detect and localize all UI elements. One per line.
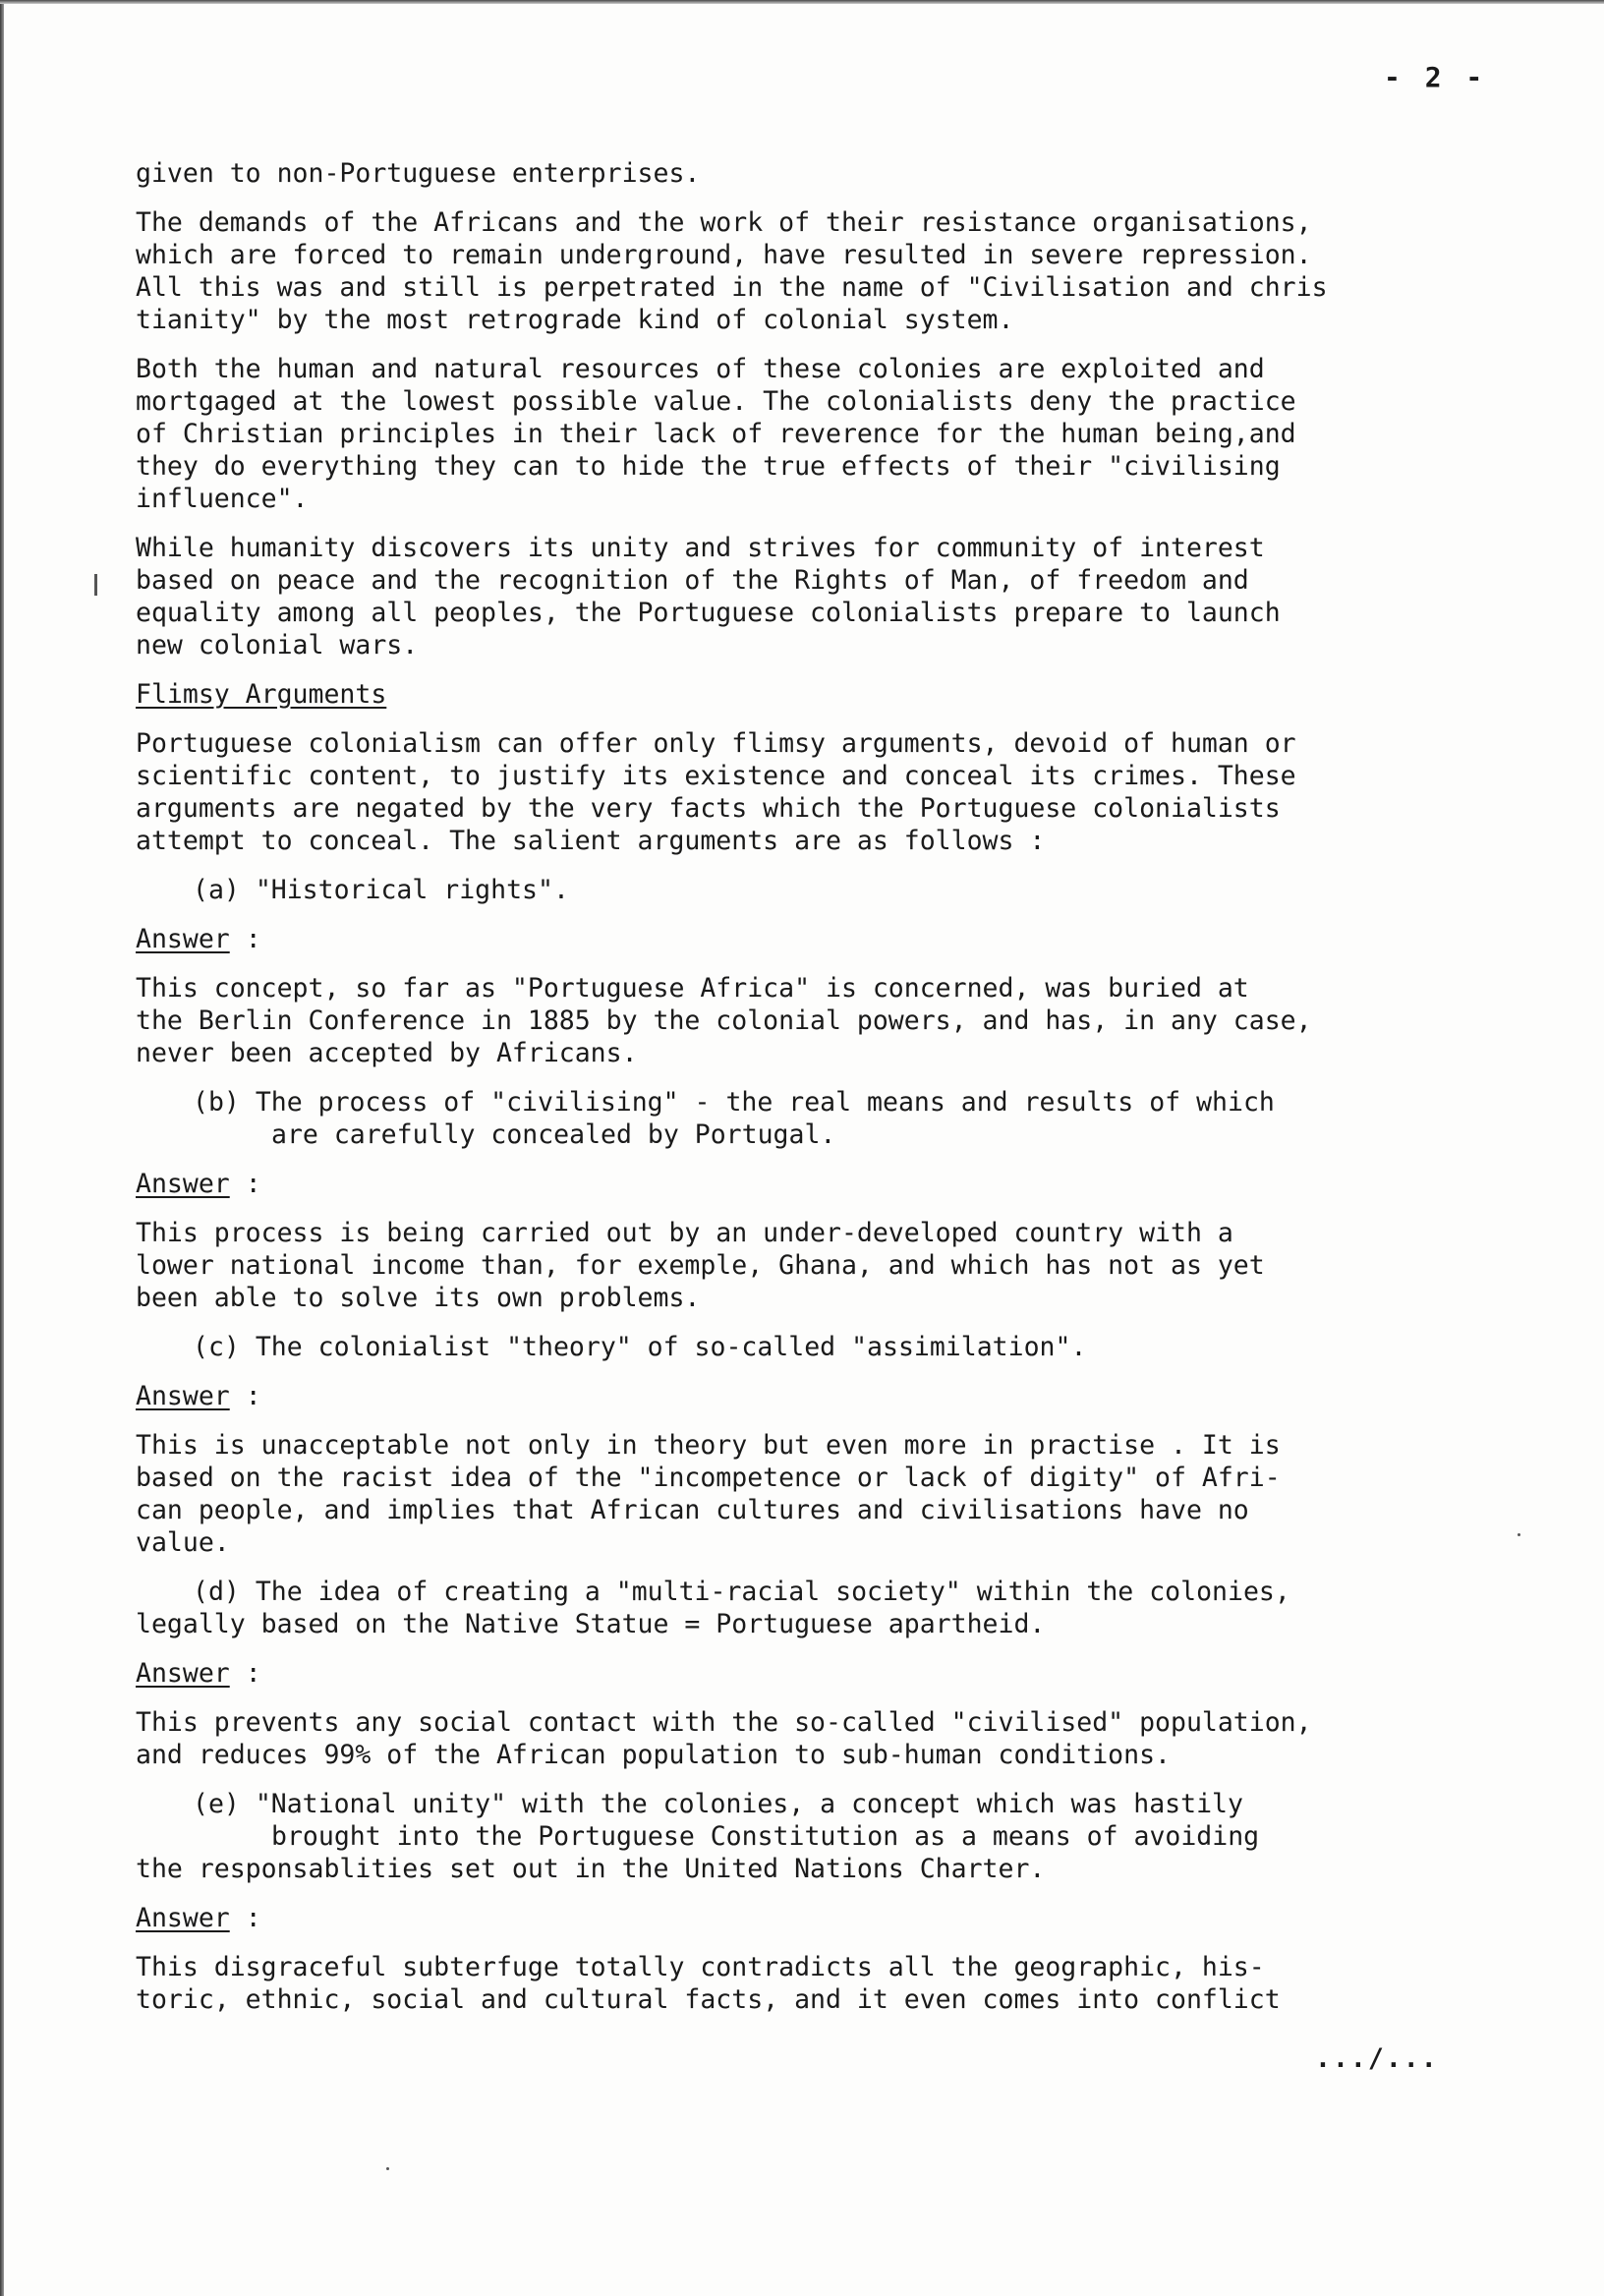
argument-item-e-cont: the responsablities set out in the United Nations Charter. xyxy=(136,1854,1046,1884)
body-line: new colonial wars. xyxy=(136,630,419,660)
argument-item-c: (c) The colonialist "theory" of so-called "assimilation". xyxy=(193,1332,1087,1362)
document-body: given to non-Portuguese enterprises. The demands of the Africans and the work of their resistance organisations, which are forced to remain underground, have resulted in severe repression. All this was and still is perpetrated in the name of "Civilisation and chris tianity" by the most retrograde kind of colonial system. Both the human and natural resources of these colonies are exploited and mortgaged at the lowest possible value. The colonialists deny the practice of Christian principles in their lack of reverence for the human being,and they do everything they can to hide the true effects of their "civilising influence". While humanity discovers its unity and strives for community of interest based on peace and the recognition of the Rights of Man, of freedom and equality among all peoples, the Portuguese colonialists prepare to launch new colonial wars. Flimsy Arguments Portuguese colonialism can offer only flimsy arguments, devoid of human or scientific content, to justify its existence and conceal its crimes. These arguments are negated by the very facts which the Portuguese colonialists attempt to conceal. The salient arguments are as follows : (a) "Historical rights". Answer : This concept, so far as "Portuguese Africa" is concerned, was buried at the Berlin Conference in 1885 by the colonial powers, and has, in any case, never been accepted by Africans. (b) The process of "civilising" - the real means and results of which are carefully concealed by Portugal. Answer : This process is being carried out by an under-developed country with a lower national income than, for exemple, Ghana, and which has not as yet been able to solve its own problems. (c) The colonialist "theory" of so-called "assimilation". Answer : This is unacceptable not only in theory but even more in practise . It is based on the racist idea of the "incompetence or lack of digity" of Afri- can people, and implies that African cultures and civilisations have no value. (d) The idea of creating a "multi-racial society" within the colonies, legally based on the Native Statue = Portuguese apartheid. Answer : This prevents any social contact with the so-called "civilised" population, and reduces 99% of the African population to sub-human conditions. (e) "National unity" with the colonies, a concept which was hastily brought into the Portuguese Constitution as a means of avoiding the responsablities set out in the United Nations Charter. Answer : This disgraceful subterfuge totally contradicts all the geographic, his- toric, ethnic, social and cultural facts, and it even comes into conflict xyxy=(136,157,1571,2016)
body-line: they do everything they can to hide the true effects of their "civilising xyxy=(136,451,1281,482)
continuation-marker: .../... xyxy=(1315,2043,1439,2074)
margin-mark xyxy=(94,574,97,596)
body-line: toric, ethnic, social and cultural facts, and it even comes into conflict xyxy=(136,1984,1281,2015)
argument-item-d: (d) The idea of creating a "multi-racial society" within the colonies, xyxy=(193,1577,1290,1607)
body-line: equality among all peoples, the Portuguese colonialists prepare to launch xyxy=(136,598,1281,628)
scan-speck xyxy=(386,2167,389,2170)
body-line: the Berlin Conference in 1885 by the colonial powers, and has, in any case, xyxy=(136,1005,1312,1036)
body-line: tianity" by the most retrograde kind of colonial system. xyxy=(136,305,1014,335)
body-line: lower national income than, for exemple, Ghana, and which has not as yet xyxy=(136,1250,1265,1281)
answer-label: Answer xyxy=(136,1169,230,1199)
answer-label: Answer xyxy=(136,1903,230,1933)
argument-item-a: (a) "Historical rights". xyxy=(193,875,569,905)
body-line: based on peace and the recognition of the Rights of Man, of freedom and xyxy=(136,565,1249,596)
body-line: Both the human and natural resources of these colonies are exploited and xyxy=(136,354,1265,384)
body-line: The demands of the Africans and the work of their resistance organisations, xyxy=(136,207,1312,238)
body-line: of Christian principles in their lack of reverence for the human being,and xyxy=(136,419,1296,449)
argument-item-b-cont: are carefully concealed by Portugal. xyxy=(271,1119,836,1150)
body-line: never been accepted by Africans. xyxy=(136,1038,638,1068)
body-line: This concept, so far as "Portuguese Africa" is concerned, was buried at xyxy=(136,973,1249,1004)
argument-item-d-cont: legally based on the Native Statue = Portuguese apartheid. xyxy=(136,1609,1046,1639)
argument-item-e-cont: brought into the Portuguese Constitution as a means of avoiding xyxy=(271,1821,1260,1852)
page-left-edge xyxy=(0,0,4,2296)
body-line: arguments are negated by the very facts which the Portuguese colonialists xyxy=(136,793,1281,824)
page-number: - 2 - xyxy=(1384,61,1487,93)
page-top-edge xyxy=(0,0,1604,4)
answer-label: Answer xyxy=(136,1658,230,1689)
body-line: All this was and still is perpetrated in the name of "Civilisation and chris xyxy=(136,272,1328,303)
body-line: based on the racist idea of the "incompetence or lack of digity" of Afri- xyxy=(136,1463,1281,1493)
body-line: influence". xyxy=(136,484,309,514)
body-line: While humanity discovers its unity and strives for community of interest xyxy=(136,533,1265,563)
argument-item-e: (e) "National unity" with the colonies, a concept which was hastily xyxy=(193,1789,1243,1819)
body-line: value. xyxy=(136,1527,230,1558)
body-line: given to non-Portuguese enterprises. xyxy=(136,158,701,189)
body-line: attempt to conceal. The salient arguments are as follows : xyxy=(136,826,1046,856)
answer-label: Answer xyxy=(136,1381,230,1411)
section-heading: Flimsy Arguments xyxy=(136,679,387,710)
body-line: This is unacceptable not only in theory but even more in practise . It is xyxy=(136,1430,1281,1461)
body-line: This process is being carried out by an under-developed country with a xyxy=(136,1218,1233,1248)
body-line: can people, and implies that African cultures and civilisations have no xyxy=(136,1495,1249,1525)
argument-item-b: (b) The process of "civilising" - the real means and results of which xyxy=(193,1087,1275,1118)
body-line: This disgraceful subterfuge totally contradicts all the geographic, his- xyxy=(136,1952,1265,1982)
body-line: This prevents any social contact with the so-called "civilised" population, xyxy=(136,1707,1312,1738)
body-line: Portuguese colonialism can offer only flimsy arguments, devoid of human or xyxy=(136,728,1296,759)
body-line: scientific content, to justify its existence and conceal its crimes. These xyxy=(136,761,1296,791)
body-line: which are forced to remain underground, have resulted in severe repression. xyxy=(136,240,1312,270)
answer-label: Answer xyxy=(136,924,230,954)
body-line: and reduces 99% of the African population to sub-human conditions. xyxy=(136,1740,1171,1770)
body-line: been able to solve its own problems. xyxy=(136,1283,701,1313)
body-line: mortgaged at the lowest possible value. The colonialists deny the practice xyxy=(136,386,1296,417)
